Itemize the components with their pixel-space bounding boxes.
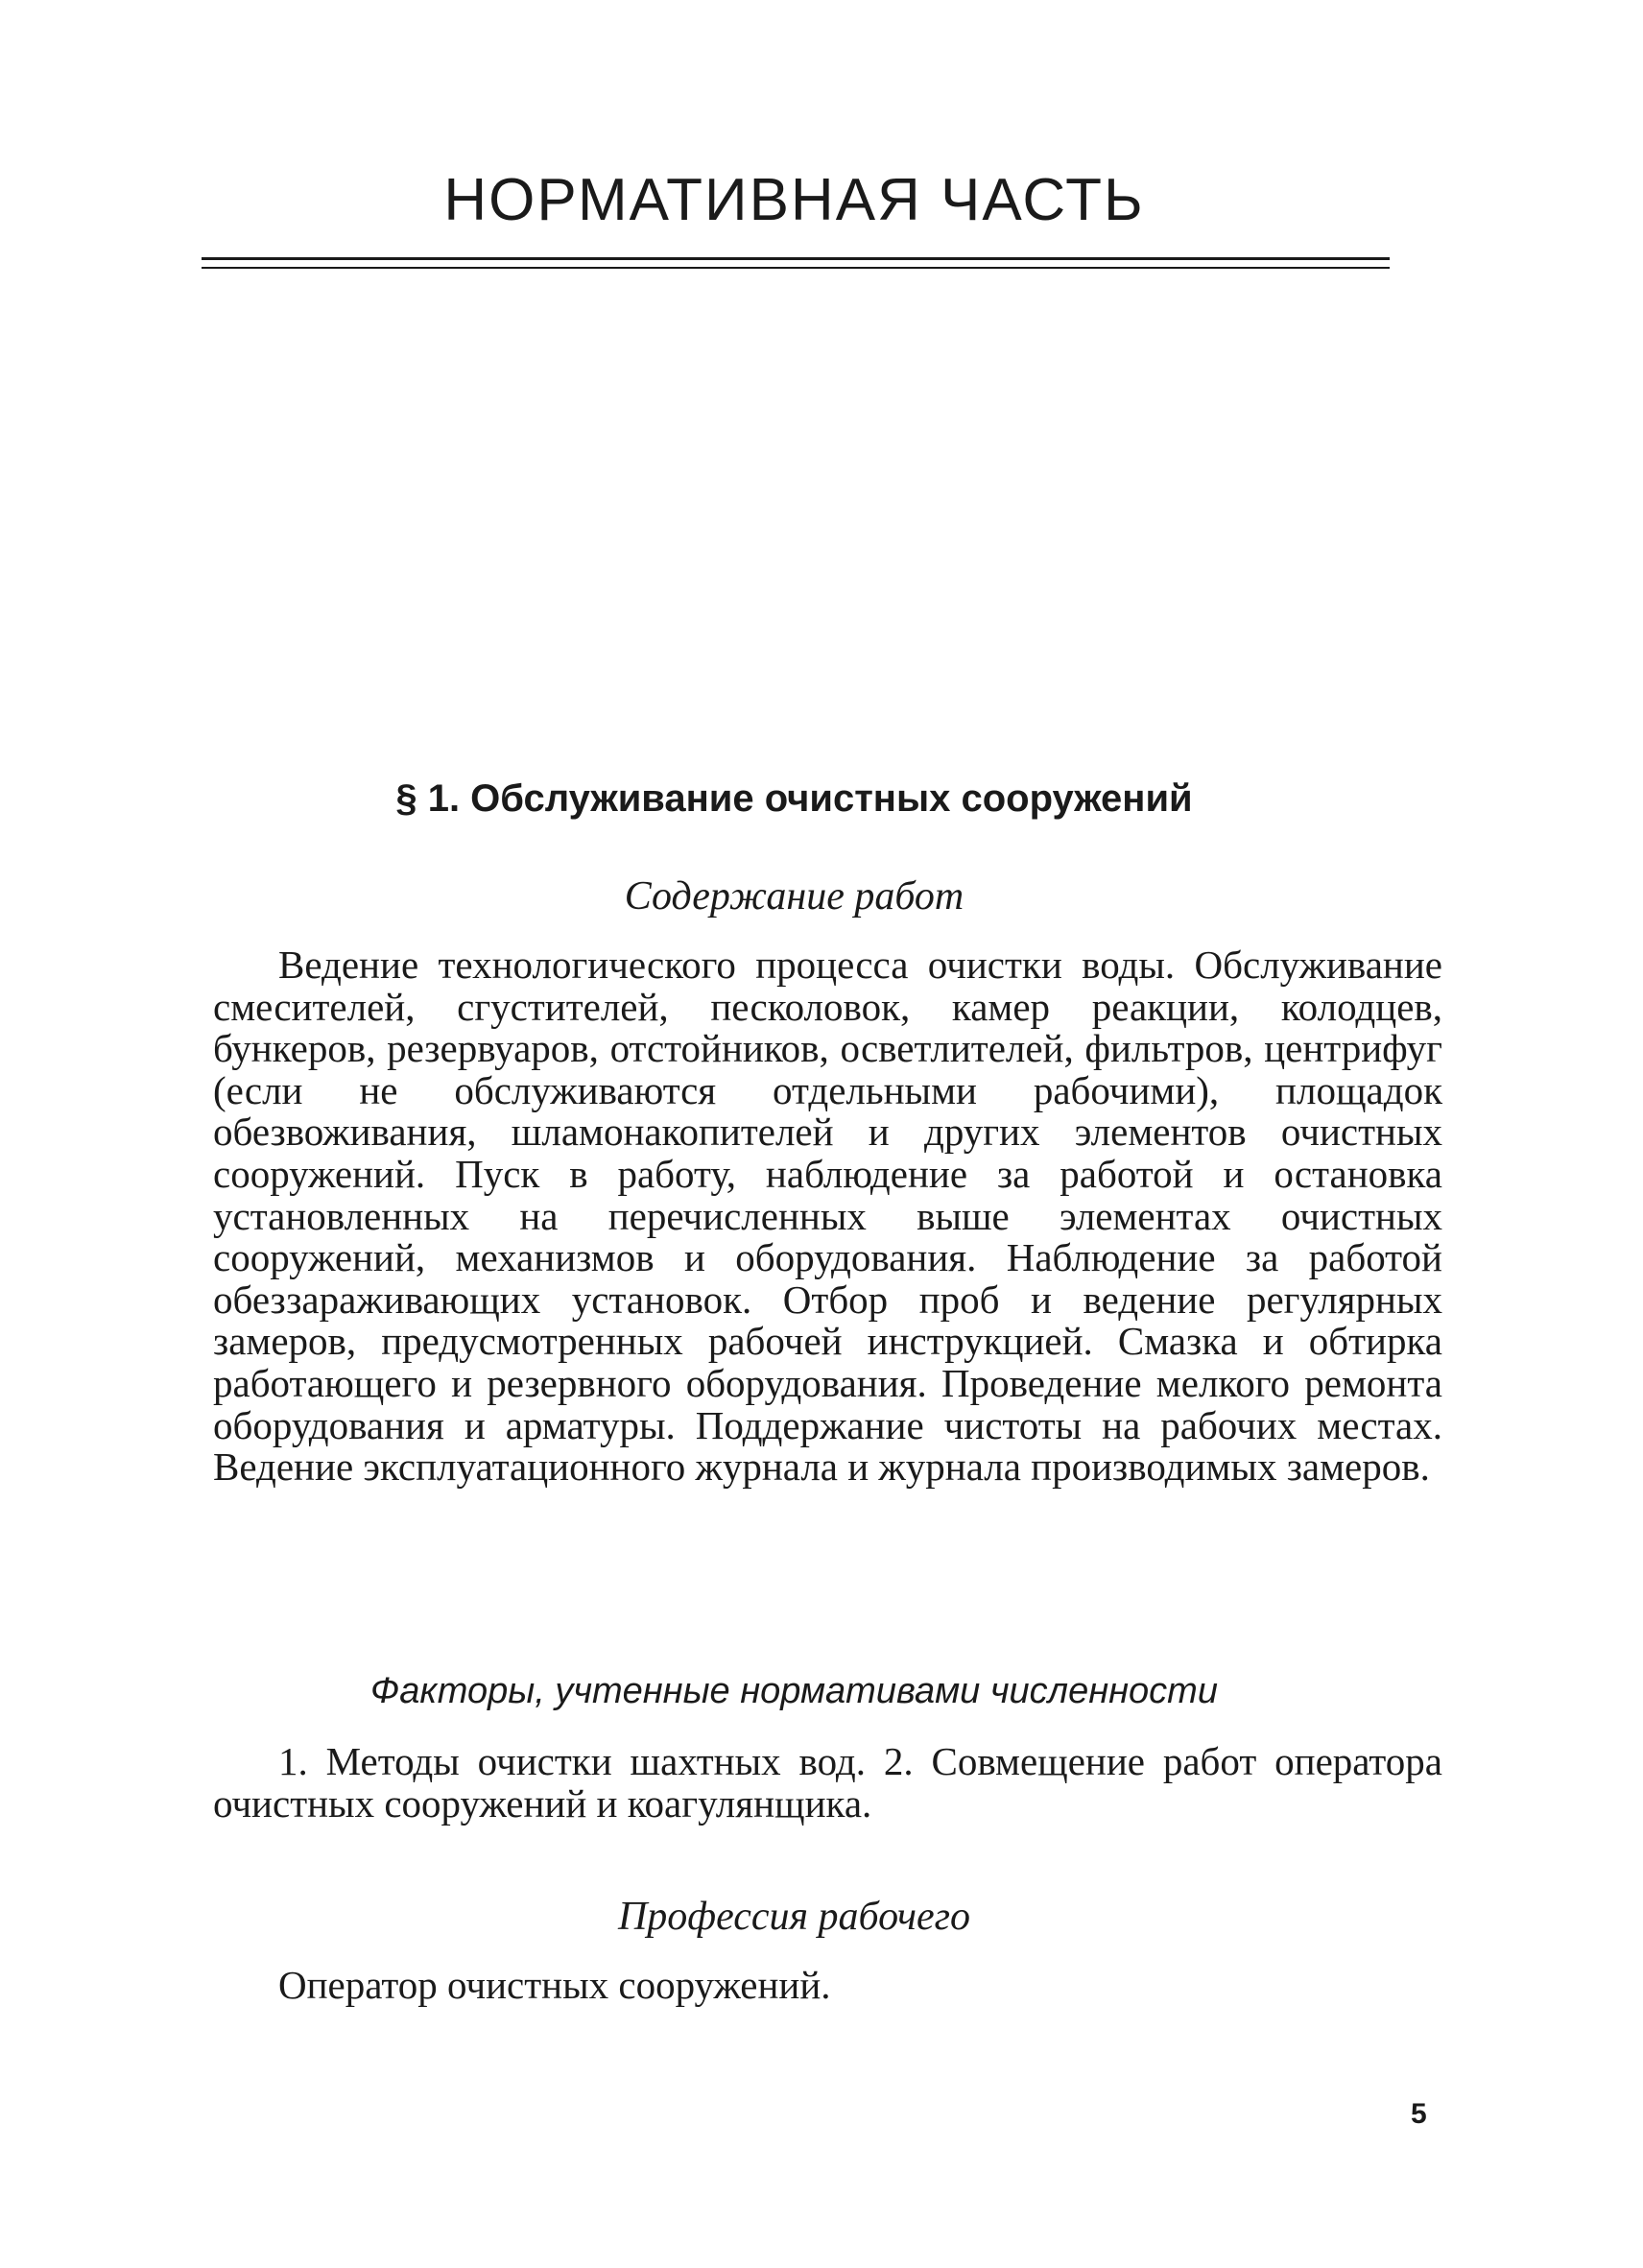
header-rule-top (202, 257, 1390, 260)
profession-paragraph: Оператор очистных сооружений. (278, 1963, 831, 2007)
page-number: 5 (1411, 2098, 1427, 2130)
factors-heading: Факторы, учтенные нормативами численности (370, 1671, 1218, 1711)
header-rule-bottom (202, 267, 1390, 269)
profession-heading: Профессия рабочего (617, 1895, 971, 1939)
page-title: НОРМАТИВНАЯ ЧАСТЬ (443, 167, 1145, 233)
section-title: § 1. Обслуживание очистных сооружений (395, 777, 1193, 820)
content-heading: Содержание работ (624, 874, 964, 919)
content-paragraph: Ведение технологического процесса очистки воды. Обслуживание смесителей, сгустителей, песколовок, камер реакции, колодцев, бункеров, резервуаров, отстойников, осветлителей, фильтров, центрифуг (если не обслуживаются отдельными рабочими), площадок обезвоживания, шламонакопителей и других элементов очистных сооружений. Пуск в работу, наблюдение за работой и остановка установленных на перечисленных выше элементах очистных сооружений, механизмов и оборудования. Наблюдение за работой обеззараживающих установок. Отбор проб и ведение регулярных замеров, предусмотренных рабочей инструкцией. Смазка и обтирка работающего и резервного оборудования. Проведение мелкого ремонта оборудования и арматуры. Поддержание чистоты на рабочих местах. Ведение эксплуатационного журнала и журнала производимых замеров. (213, 943, 1442, 1490)
factors-paragraph: 1. Методы очистки шахтных вод. 2. Совмещение работ оператора очистных сооружений и коагулянщика. (213, 1739, 1442, 1826)
